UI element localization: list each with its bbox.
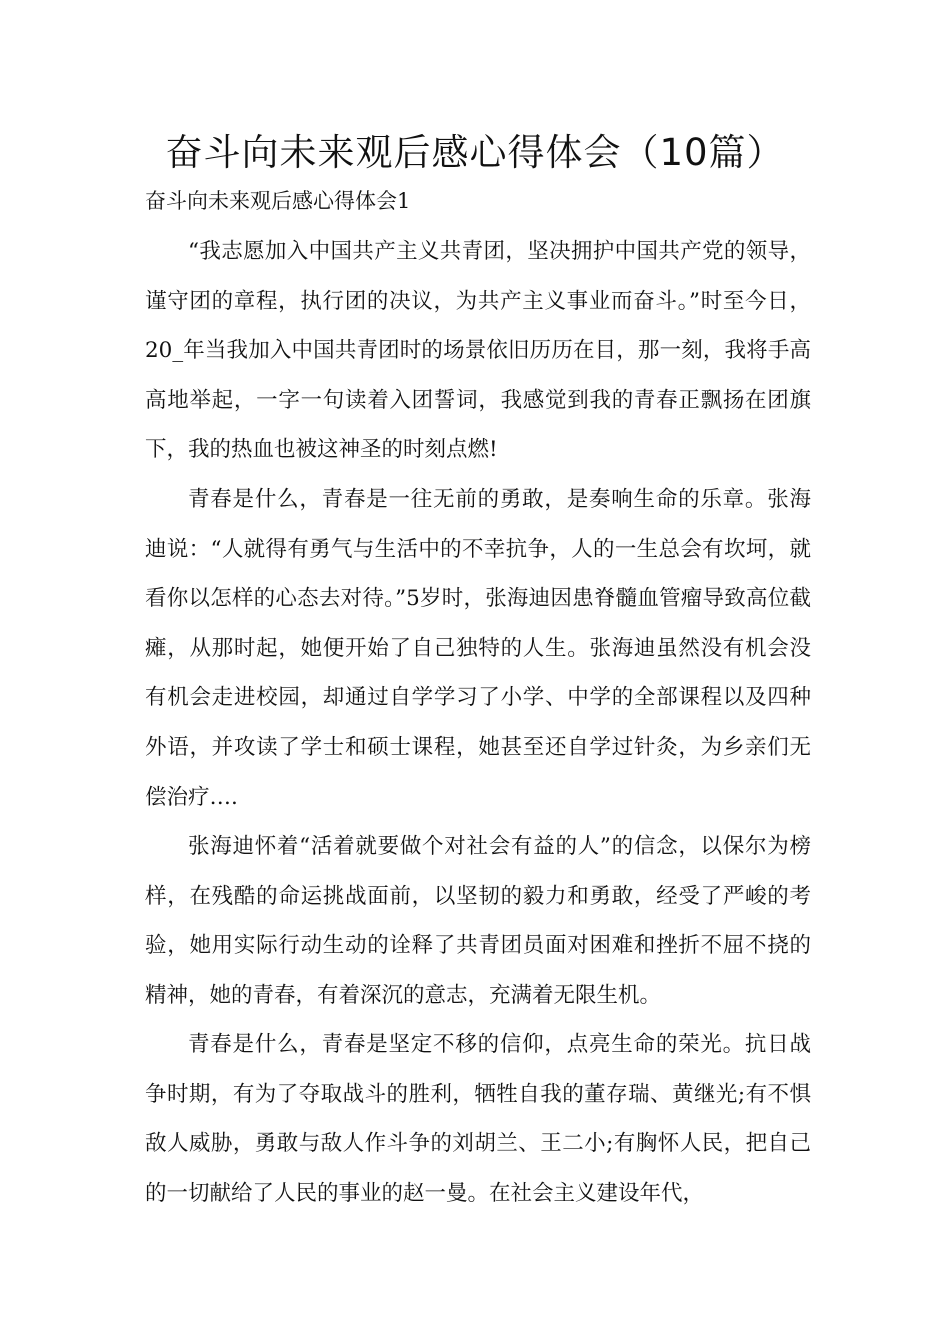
document-title: 奋斗向未来观后感心得体会（10篇）: [165, 131, 785, 174]
section-heading: 奋斗向未来观后感心得体会1: [145, 189, 411, 213]
paragraph: 张海迪怀着“活着就要做个对社会有益的人”的信念，以保尔为榜样，在残酷的命运挑战面前，以坚韧的毅力和勇敢，经受了严峻的考验，她用实际行动生动的诠释了共青团员面对困难和挫折不屈不挠的精神，她的青春，有着深沉的意志，充满着无限生机。: [145, 834, 811, 1008]
paragraph: 青春是什么，青春是坚定不移的信仰，点亮生命的荣光。抗日战争时期，有为了夺取战斗的胜利，牺牲自我的董存瑞、黄继光;有不惧敌人威胁，勇敢与敌人作斗争的刘胡兰、王二小;有胸怀人民，把自己的一切献给了人民的事业的赵一曼。在社会主义建设年代，: [145, 1032, 811, 1206]
paragraph: “我志愿加入中国共产主义共青团，坚决拥护中国共产党的领导，谨守团的章程，执行团的决议，为共产主义事业而奋斗。”时至今日，20_年当我加入中国共青团时的场景依旧历历在目，那一刻，我将手高高地举起，一字一句读着入团誓词，我感觉到我的青春正飘扬在团旗下，我的热血也被这神圣的时刻点燃!: [145, 239, 811, 463]
paragraph: 青春是什么，青春是一往无前的勇敢，是奏响生命的乐章。张海迪说：“人就得有勇气与生活中的不幸抗争，人的一生总会有坎坷，就看你以怎样的心态去对待。”5岁时，张海迪因患脊髓血管瘤导致高位截瘫，从那时起，她便开始了自己独特的人生。张海迪虽然没有机会没有机会走进校园，却通过自学学习了小学、中学的全部课程以及四种外语，并攻读了学士和硕士课程，她甚至还自学过针灸，为乡亲们无偿治疗….: [145, 487, 811, 810]
